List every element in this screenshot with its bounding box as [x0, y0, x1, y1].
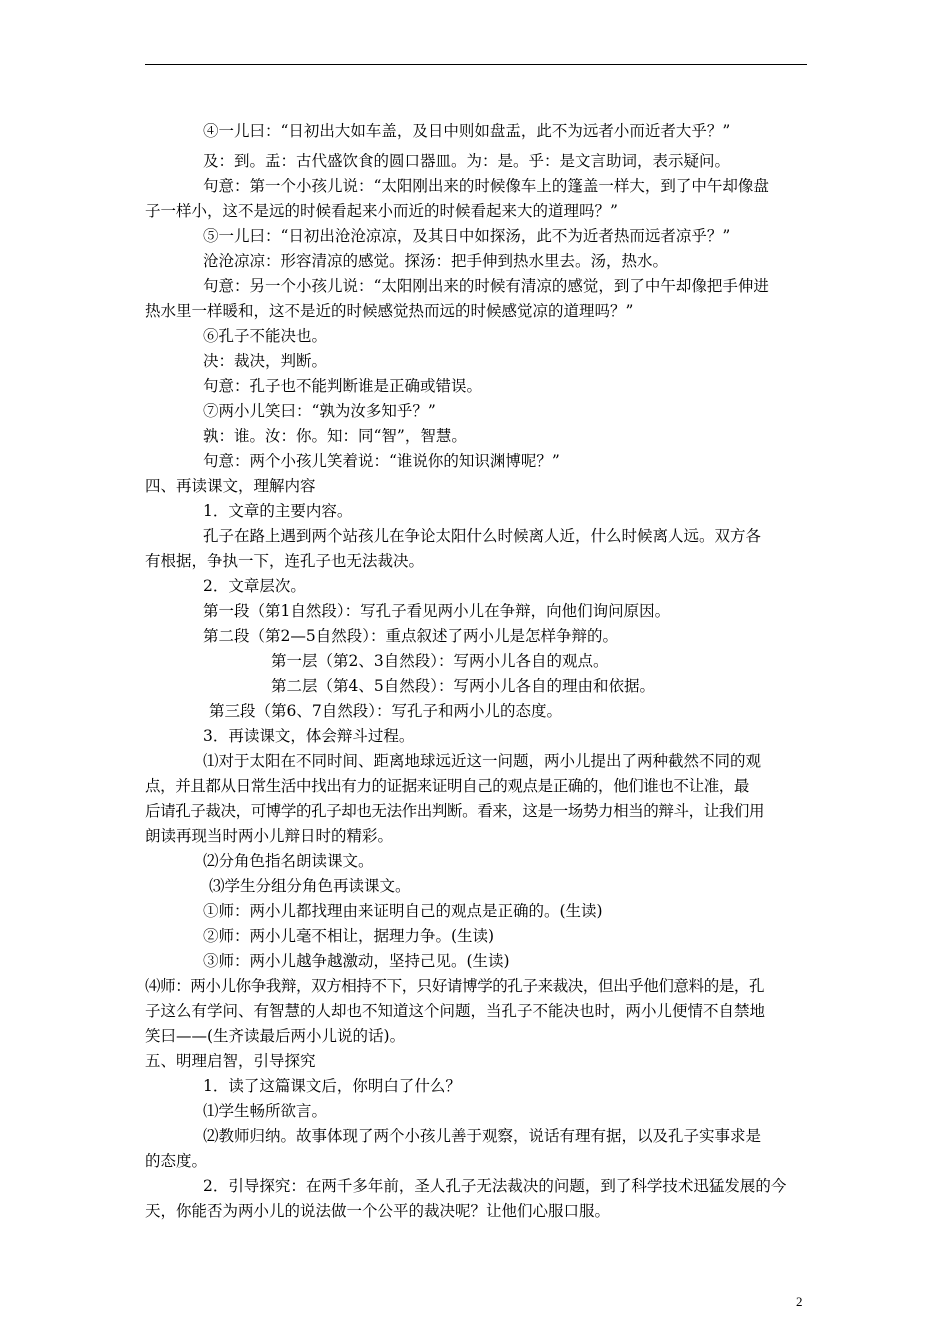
section-heading: 五、明理启智，引导探究 — [145, 1052, 316, 1070]
paragraph-line: ⑴学生畅所欲言。 — [203, 1102, 328, 1120]
paragraph-line: 后请孔子裁决，可博学的孔子却也无法作出判断。看来，这是一场势力相当的辩斗，让我们用 — [145, 802, 765, 820]
paragraph-line: 的态度。 — [145, 1152, 208, 1170]
paragraph-line: 笑曰——(生齐读最后两小儿说的话)。 — [145, 1027, 406, 1045]
paragraph-line: ③师：两小儿越争越激动，坚持己见。(生读) — [203, 952, 510, 970]
paragraph-line: 沧沧凉凉：形容清凉的感觉。探汤：把手伸到热水里去。汤，热水。 — [203, 252, 669, 270]
paragraph-line: 子这么有学问、有智慧的人却也不知道这个问题，当孔子不能决也时，两小儿便情不自禁地 — [145, 1002, 766, 1020]
paragraph-line: 天，你能否为两小儿的说法做一个公平的裁决呢？让他们心服口服。 — [145, 1202, 611, 1220]
paragraph-line: ⑷师：两小儿你争我辩，双方相持不下，只好请博学的孔子来裁决，但出乎他们意料的是，孔 — [145, 977, 765, 995]
paragraph-line: 有根据，争执一下，连孔子也无法裁决。 — [145, 552, 425, 570]
paragraph-line: 2．引导探究：在两千多年前，圣人孔子无法裁决的问题，到了科学技术迅猛发展的今 — [203, 1177, 787, 1195]
paragraph-line: 第三段（第6、7自然段）：写孔子和两小儿的态度。 — [209, 702, 562, 720]
page-number: 2 — [796, 1294, 803, 1309]
paragraph-line: 第一段（第1自然段）：写孔子看见两小儿在争辩，向他们询问原因。 — [203, 602, 671, 620]
paragraph-line: 句意：第一个小孩儿说：“太阳刚出来的时候像车上的篷盖一样大，到了中午却像盘 — [203, 177, 769, 195]
paragraph-line: 子一样小，这不是远的时候看起来小而近的时候看起来大的道理吗？” — [145, 202, 618, 220]
paragraph-line: 句意：另一个小孩儿说：“太阳刚出来的时候有清凉的感觉，到了中午却像把手伸进 — [203, 277, 769, 295]
paragraph-line: 1．读了这篇课文后，你明白了什么？ — [203, 1077, 461, 1095]
paragraph-line: 句意：孔子也不能判断谁是正确或错误。 — [203, 377, 483, 395]
paragraph-line: 点，并且都从日常生活中找出有力的证据来证明自己的观点是正确的，他们谁也不让准，最 — [145, 777, 750, 795]
paragraph-line: 第二层（第4、5自然段）：写两小儿各自的理由和依据。 — [271, 677, 655, 695]
header-rule — [145, 64, 807, 65]
paragraph-line: ④一儿曰：“日初出大如车盖，及日中则如盘盂，此不为远者小而近者大乎？” — [203, 122, 731, 140]
paragraph-line: 热水里一样暖和，这不是近的时候感觉热而远的时候感觉凉的道理吗？” — [145, 302, 634, 320]
paragraph-line: ②师：两小儿毫不相让，据理力争。(生读) — [203, 927, 495, 945]
paragraph-line: ⑵教师归纳。故事体现了两个小孩儿善于观察，说话有理有据，以及孔子实事求是 — [203, 1127, 762, 1145]
paragraph-line: 第二段（第2—5自然段）：重点叙述了两小儿是怎样争辩的。 — [203, 627, 618, 645]
paragraph-line: ⑦两小儿笑曰：“孰为汝多知乎？” — [203, 402, 436, 420]
paragraph-line: ⑵分角色指名朗读课文。 — [203, 852, 374, 870]
paragraph-line: 第一层（第2、3自然段）：写两小儿各自的观点。 — [271, 652, 609, 670]
paragraph-line: 孔子在路上遇到两个站孩儿在争论太阳什么时候离人近，什么时候离人远。双方各 — [203, 527, 762, 545]
paragraph-line: ⑶学生分组分角色再读课文。 — [209, 877, 411, 895]
paragraph-line: 3．再读课文，体会辩斗过程。 — [203, 727, 415, 745]
paragraph-line: ①师：两小儿都找理由来证明自己的观点是正确的。(生读) — [203, 902, 603, 920]
paragraph-line: 及：到。盂：古代盛饮食的圆口器皿。为：是。乎：是文言助词，表示疑问。 — [203, 152, 731, 170]
paragraph-line: 2．文章层次。 — [203, 577, 306, 595]
paragraph-line: 句意：两个小孩儿笑着说：“谁说你的知识渊博呢？” — [203, 452, 560, 470]
section-heading: 四、再读课文，理解内容 — [145, 477, 316, 495]
paragraph-line: ⑴对于太阳在不同时间、距离地球远近这一问题，两小儿提出了两种截然不同的观 — [203, 752, 762, 770]
paragraph-line: ⑤一儿曰：“日初出沧沧凉凉，及其日中如探汤，此不为近者热而远者凉乎？” — [203, 227, 731, 245]
paragraph-line: ⑥孔子不能决也。 — [203, 327, 328, 345]
paragraph-line: 决：裁决，判断。 — [203, 352, 328, 370]
paragraph-line: 朗读再现当时两小儿辩日时的精彩。 — [145, 827, 394, 845]
paragraph-line: 孰：谁。汝：你。知：同“智”，智慧。 — [203, 427, 467, 445]
paragraph-line: 1．文章的主要内容。 — [203, 502, 353, 520]
